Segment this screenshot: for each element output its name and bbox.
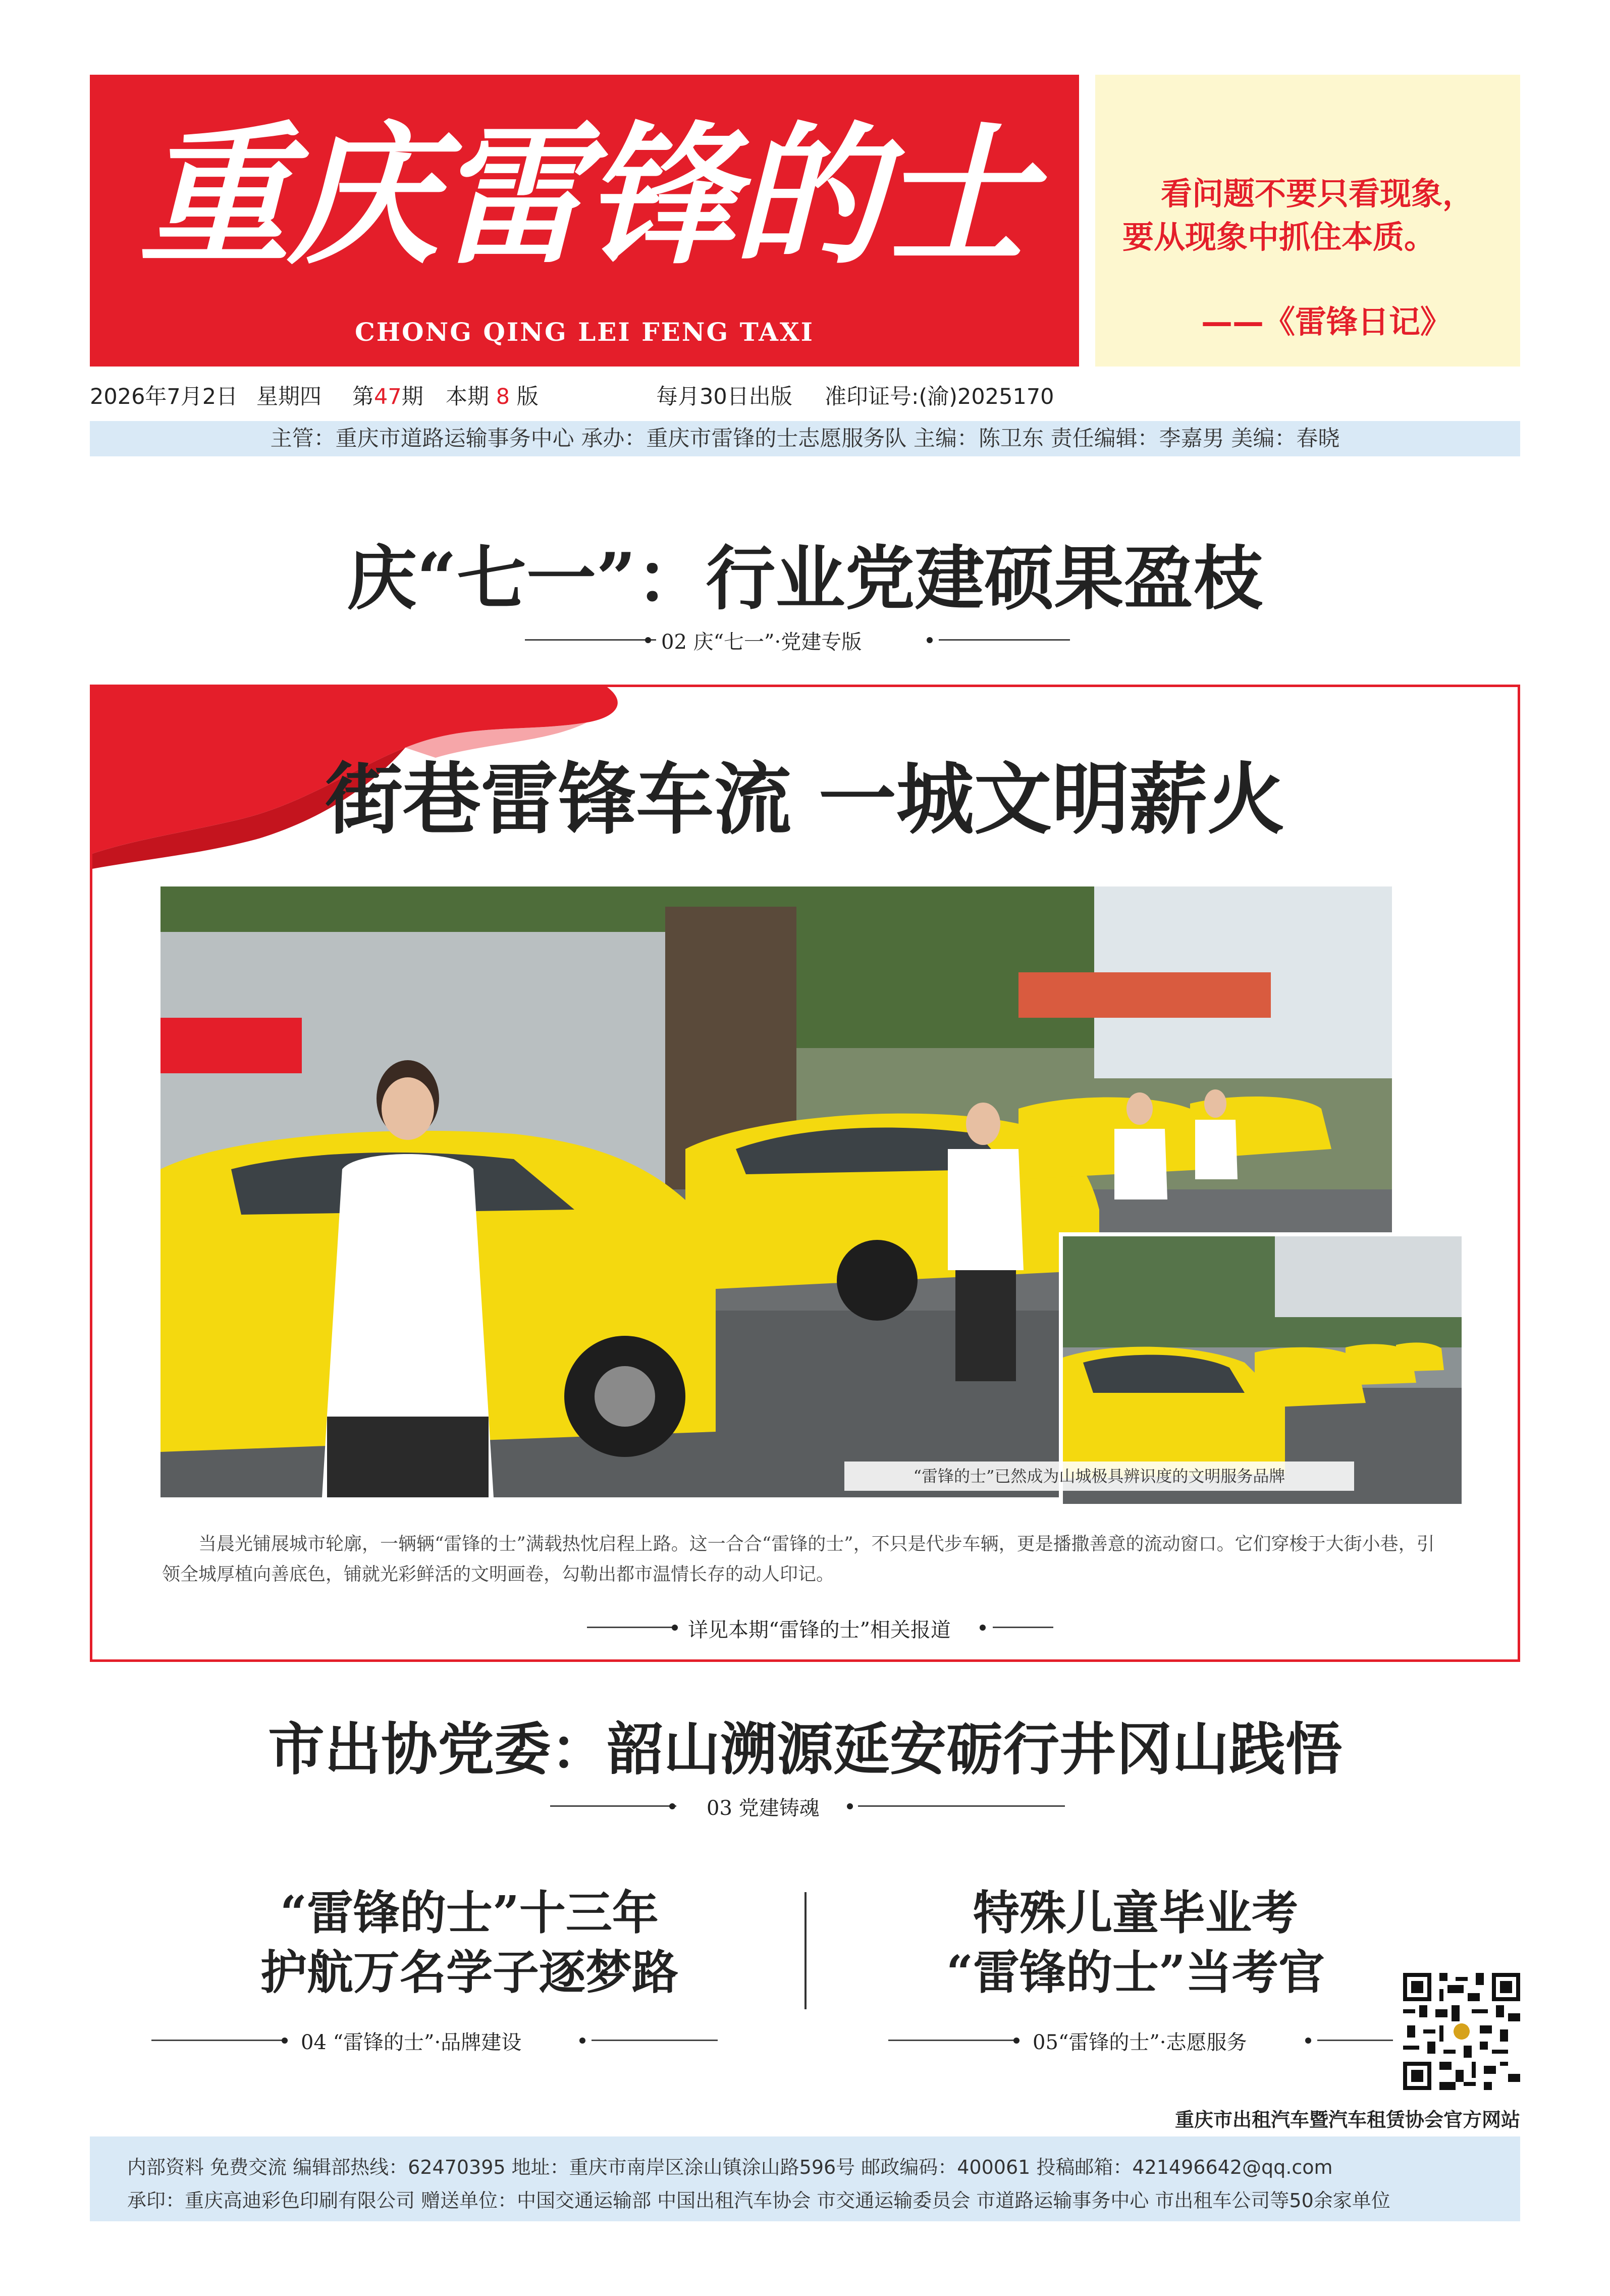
- rule-left: [550, 1805, 676, 1807]
- feature-body: 当晨光铺展城市轮廓，一辆辆“雷锋的士”满载热忱启程上路。这一合合“雷锋的士”，不只是代步车辆，更是播撒善意的流动窗口。它们穿梭于大街小巷，引领全城厚植向善底色，铺就光彩鲜活的文明画卷，勾勒出都市温情长存的动人印记。: [162, 1534, 1435, 1585]
- bottom-right-line-1: 特殊儿童毕业考: [973, 1886, 1298, 1940]
- issue-prefix: 第: [352, 384, 374, 409]
- feature-ref: 详见本期“雷锋的士”相关报道: [688, 1619, 951, 1642]
- footer-info: [90, 2136, 1520, 2221]
- rule-left: [151, 2040, 288, 2041]
- rule-dot: [1305, 2038, 1311, 2044]
- issue-permit: 准印证号:(渝)2025170: [825, 384, 1054, 409]
- feature-title: 街巷雷锋车流 一城文明薪火: [325, 754, 1285, 845]
- masthead-logo: 重庆雷锋的士: [139, 107, 1030, 285]
- quote-line-2: 要从现象中抓住本质。: [1122, 219, 1436, 255]
- rule-right: [858, 1805, 1065, 1807]
- quote-source: ——《雷锋日记》: [1201, 303, 1452, 340]
- rule-dot: [980, 1625, 986, 1631]
- bottom-left-line-1: “雷锋的士”十三年: [280, 1886, 659, 1940]
- photo-caption: “雷锋的士”已然成为山城极具辨识度的文明服务品牌: [844, 1462, 1354, 1491]
- rule-left: [888, 2040, 1019, 2041]
- rule-right: [1317, 2040, 1393, 2041]
- headline-2: 市出协党委：韶山溯源延安砺行井冈山践悟: [268, 1716, 1342, 1783]
- rule-left: [587, 1627, 678, 1628]
- bottom-left-headline: [151, 1883, 787, 2002]
- quote-box: [1095, 75, 1520, 367]
- headline-2-ref: 03 党建铸魂: [707, 1797, 820, 1820]
- credit-bar: 主管：重庆市道路运输事务中心 承办：重庆市雷锋的士志愿服务队 主编：陈卫东 责任编辑：李嘉男 美编：春晓: [90, 421, 1520, 456]
- rule-dot: [1013, 2038, 1019, 2044]
- rule-right: [939, 639, 1070, 641]
- issue-schedule: 每月30日出版: [656, 384, 792, 409]
- rule-dot: [672, 1625, 678, 1631]
- rule-dot: [669, 1803, 675, 1809]
- pages-group: [446, 380, 539, 410]
- bottom-left-line-2: 护航万名学子逐梦路: [260, 1945, 678, 2000]
- pages-suffix: 版: [516, 384, 539, 409]
- footer-line-2: 承印：重庆高迪彩色印刷有限公司 赠送单位：中国交通运输部 中国出租汽车协会 市交通运输委员会 市道路运输事务中心 市出租车公司等50余家单位: [127, 2189, 1390, 2212]
- pages-number: 8: [496, 384, 510, 409]
- rule-dot: [847, 1803, 853, 1809]
- rule-left: [525, 639, 656, 641]
- issue-date: 2026年7月2日: [90, 384, 238, 409]
- masthead: [90, 75, 1079, 367]
- headline-1-ref: 02 庆“七一”·党建专版: [661, 631, 862, 654]
- rule-dot: [927, 637, 933, 643]
- bottom-right-headline: [818, 1883, 1454, 2002]
- footer-line-1: 内部资料 免费交流 编辑部热线：62470395 地址：重庆市南岸区涂山镇涂山路596号 邮政编码：400061 投稿邮箱：421496642@qq.com: [127, 2156, 1333, 2178]
- rule-right: [592, 2040, 718, 2041]
- qr-label: 重庆市出租汽车暨汽车租赁协会官方网站: [1174, 2109, 1520, 2131]
- issue-number-group: [352, 380, 423, 410]
- rule-dot: [282, 2038, 288, 2044]
- bottom-left-ref: 04 “雷锋的士”·品牌建设: [301, 2031, 522, 2054]
- qr-code-icon: [1403, 1973, 1520, 2090]
- headline-1: 庆“七一”：行业党建硕果盈枝: [347, 537, 1263, 619]
- rule-dot: [579, 2038, 585, 2044]
- issue-bar: [90, 380, 1520, 410]
- rule-dot: [645, 637, 651, 643]
- rule-right: [993, 1627, 1053, 1628]
- column-divider: [804, 1892, 807, 2009]
- bottom-right-ref: 05“雷锋的士”·志愿服务: [1033, 2031, 1247, 2054]
- issue-weekday: 星期四: [256, 384, 321, 409]
- feature-box: [90, 685, 1520, 1662]
- masthead-english-name: CHONG QING LEI FENG TAXI: [354, 317, 815, 347]
- bottom-right-line-2: “雷锋的士”当考官: [946, 1945, 1325, 2000]
- issue-suffix: 期: [401, 384, 423, 409]
- pages-prefix: 本期: [446, 384, 489, 409]
- qr-code[interactable]: [1403, 1973, 1520, 2090]
- quote-line-1: 看问题不要只看现象，: [1161, 175, 1474, 212]
- issue-number: 47: [374, 384, 402, 409]
